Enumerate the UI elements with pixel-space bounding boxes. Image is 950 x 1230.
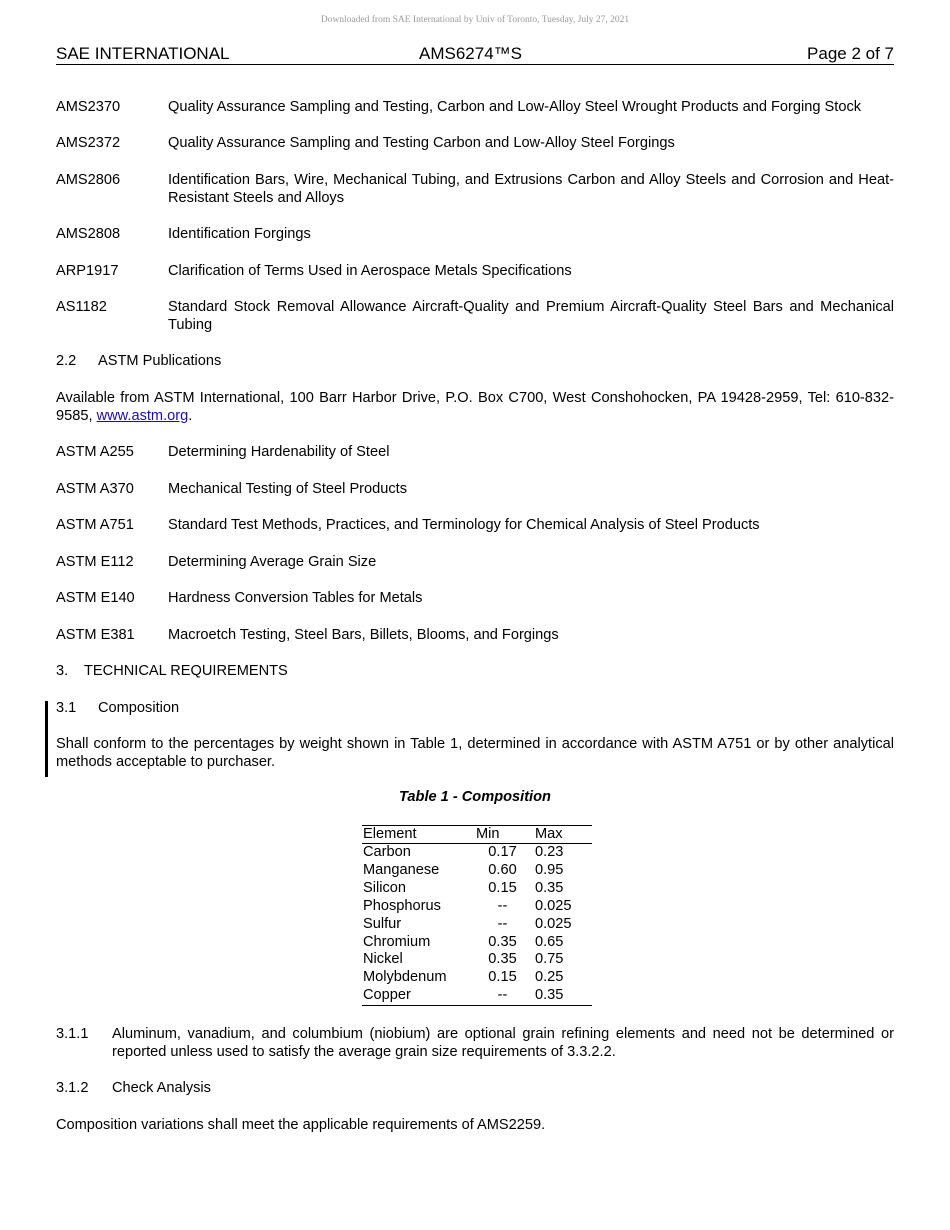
ref-code: AS1182	[56, 299, 107, 315]
ref-code: AMS2370	[56, 99, 121, 115]
table-cell: 0.25	[535, 969, 564, 986]
section-number: 3.1.1	[56, 1026, 89, 1042]
table-cell: Manganese	[363, 861, 440, 878]
composition-text: Shall conform to the percentages by weight shown in Table 1, determined in accordance with ASTM A751 or by other analytical methods acceptable to purchaser.	[56, 736, 894, 770]
ref-title: Identification Bars, Wire, Mechanical Tubing, and Extrusions Carbon and Alloy Steels and Corrosion and Heat-Resistant Steels and Alloys	[168, 172, 894, 206]
section-title: ASTM Publications	[98, 353, 222, 369]
table-row	[362, 934, 592, 952]
table-cell: --	[497, 987, 508, 1004]
section-number: 3.1.2	[56, 1080, 89, 1096]
ref-code: ASTM A751	[56, 517, 134, 533]
ref-title: Quality Assurance Sampling and Testing Carbon and Low-Alloy Steel Forgings	[168, 135, 675, 151]
table-cell: Chromium	[363, 933, 431, 950]
download-watermark: Downloaded from SAE International by Univ of Toronto, Tuesday, July 27, 2021	[320, 15, 630, 25]
table-cell: Silicon	[363, 879, 406, 896]
ref-title: Quality Assurance Sampling and Testing, Carbon and Low-Alloy Steel Wrought Products and Forging Stock	[168, 99, 862, 115]
ref-code: ASTM A370	[56, 481, 134, 497]
table-cell: 0.15	[488, 879, 517, 896]
ref-code: ASTM E112	[56, 554, 134, 570]
section-title: Composition	[98, 700, 180, 716]
table-cell: 0.35	[488, 951, 517, 968]
ref-code: ASTM E381	[56, 627, 135, 643]
table-row	[362, 969, 592, 987]
table-cell: 0.35	[535, 879, 564, 896]
ref-title: Mechanical Testing of Steel Products	[168, 481, 408, 497]
link-suffix: .	[188, 408, 193, 424]
column-header: Element	[362, 826, 474, 844]
astm-availability	[56, 389, 894, 425]
check-analysis-text: Composition variations shall meet the applicable requirements of AMS2259.	[56, 1117, 546, 1133]
ref-title: Clarification of Terms Used in Aerospace Metals Specifications	[168, 263, 572, 279]
table-row	[362, 844, 592, 862]
table-cell: 0.35	[488, 933, 517, 950]
table-cell: --	[497, 915, 508, 932]
astm-link[interactable]: www.astm.org	[96, 408, 189, 424]
ref-code: ASTM A255	[56, 444, 134, 460]
ref-code: AMS2806	[56, 172, 121, 188]
section-title: TECHNICAL REQUIREMENTS	[84, 663, 288, 679]
section-title: Check Analysis	[112, 1080, 211, 1096]
ref-title: Identification Forgings	[168, 226, 311, 242]
table-row	[362, 987, 592, 1005]
ref-code: AMS2808	[56, 226, 121, 242]
revision-change-bar	[45, 701, 48, 777]
table-row	[362, 916, 592, 934]
table-cell: 0.75	[535, 951, 564, 968]
ref-title: Standard Stock Removal Allowance Aircraft-Quality and Premium Aircraft-Quality Steel Bars and Mechanical Tubing	[168, 299, 894, 333]
ref-code: AMS2372	[56, 135, 121, 151]
table-cell: 0.15	[488, 969, 517, 986]
table-title: Table 1 - Composition	[399, 789, 551, 805]
table-cell: --	[497, 897, 508, 914]
table-row	[362, 898, 592, 916]
section-number: 2.2	[56, 353, 77, 369]
table-cell: 0.025	[535, 897, 572, 914]
table-row	[362, 862, 592, 880]
table-row	[362, 951, 592, 969]
table-cell: 0.95	[535, 861, 564, 878]
table-cell: 0.025	[535, 915, 572, 932]
table-cell: Copper	[363, 987, 411, 1004]
table-row	[362, 880, 592, 898]
ref-title: Standard Test Methods, Practices, and Terminology for Chemical Analysis of Steel Products	[168, 517, 760, 533]
page-header	[56, 44, 894, 65]
astm-address: Available from ASTM International, 100 Barr Harbor Drive, P.O. Box C700, West Conshohocken, PA 19428-2959, Tel: 610-832-9585,	[56, 390, 894, 424]
ref-code: ASTM E140	[56, 590, 135, 606]
header-doc-number: AMS6274™S	[419, 44, 522, 63]
table-cell: 0.17	[488, 844, 517, 860]
ref-title: Determining Average Grain Size	[168, 554, 377, 570]
table-cell: 0.23	[535, 844, 564, 860]
table-cell: Carbon	[363, 844, 411, 860]
table-cell: Sulfur	[363, 915, 402, 932]
section-number: 3.1	[56, 700, 77, 716]
table-cell: Molybdenum	[363, 969, 447, 986]
column-header: Min	[474, 826, 531, 844]
header-publisher: SAE INTERNATIONAL	[56, 44, 230, 63]
table-cell: 0.65	[535, 933, 564, 950]
table-cell: 0.35	[535, 987, 564, 1004]
table-cell: 0.60	[488, 861, 517, 878]
ref-code: ARP1917	[56, 263, 119, 279]
header-page-number: Page 2 of 7	[807, 44, 894, 63]
ref-title: Determining Hardenability of Steel	[168, 444, 390, 460]
column-header: Max	[531, 826, 592, 844]
subsection-text: Aluminum, vanadium, and columbium (niobium) are optional grain refining elements and need not be determined or reported unless used to satisfy the average grain size requirements of 3.3.2.2.	[112, 1026, 894, 1060]
table-cell: Nickel	[363, 951, 403, 968]
section-number: 3.	[56, 663, 69, 679]
table-cell: Phosphorus	[363, 897, 441, 914]
ref-title: Hardness Conversion Tables for Metals	[168, 590, 423, 606]
composition-table	[362, 825, 592, 1006]
table-header-row	[362, 826, 592, 844]
ref-title: Macroetch Testing, Steel Bars, Billets, Blooms, and Forgings	[168, 627, 559, 643]
